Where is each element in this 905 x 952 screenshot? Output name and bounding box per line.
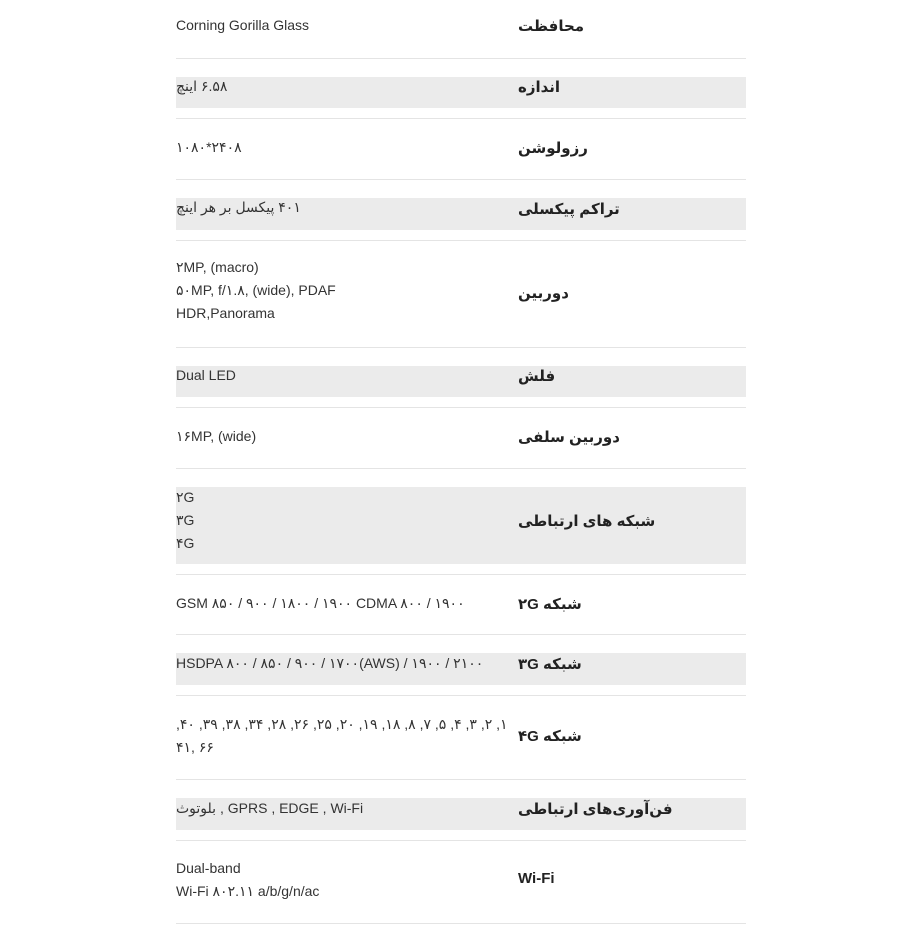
spec-value (176, 75, 227, 98)
spec-label: رزولوشن (518, 140, 588, 157)
spec-row-networks (176, 469, 746, 575)
spec-row-connectivity (176, 780, 746, 841)
spec-value-line: ۲G (176, 489, 195, 505)
spec-row-flash (176, 348, 746, 408)
spec-row-resolution (176, 119, 746, 180)
spec-row-4g (176, 696, 746, 780)
spec-value (176, 652, 516, 675)
spec-value-line: ۱۰۸۰*۲۴۰۸ (176, 139, 242, 155)
spec-label: محافظت (518, 18, 585, 35)
spec-table (176, 0, 746, 924)
spec-value-line: GPRS , EDGE , Wi-Fi , بلوتوث (176, 800, 364, 816)
spec-value-line: Wi-Fi ۸۰۲.۱۱ a/b/g/n/ac (176, 883, 320, 899)
spec-value-line: ۴G (176, 535, 195, 551)
spec-label: دوربین (518, 285, 569, 302)
spec-value-line: ۵۰MP, f/۱.۸, (wide), PDAF (176, 282, 336, 298)
spec-row-pixel-density (176, 180, 746, 241)
spec-value-line: Dual-band (176, 860, 241, 876)
spec-label: Wi-Fi (518, 870, 555, 887)
spec-row-camera (176, 241, 746, 348)
spec-value-line: HDR,Panorama (176, 305, 275, 321)
spec-value (176, 256, 516, 325)
spec-value (176, 196, 301, 219)
spec-value-line: ۱, ۲, ۳, ۴, ۵, ۷, ۸, ۱۸, ۱۹, ۲۰, ۲۵, ۲۶, ۲۸, ۳۴, ۳۸, ۳۹, ۴۰, (176, 716, 508, 732)
spec-value (176, 857, 516, 903)
spec-label: شبکه ۴G (518, 728, 582, 745)
spec-value-line: ۳G (176, 512, 195, 528)
spec-value (176, 486, 516, 555)
spec-value-line: ۱۶MP, (wide) (176, 428, 257, 444)
spec-value-line: ۴۱, ۶۶ (176, 739, 214, 755)
spec-row-protection (176, 0, 746, 59)
spec-value (176, 14, 516, 37)
spec-value-line: GSM ۸۵۰ / ۹۰۰ / ۱۸۰۰ / ۱۹۰۰ CDMA ۸۰۰ / ۱۹۰۰ (176, 595, 465, 611)
spec-row-wifi (176, 841, 746, 924)
spec-value (176, 797, 363, 820)
spec-value (176, 364, 516, 387)
spec-label: شبکه ۳G (518, 656, 582, 673)
spec-label: شبکه های ارتباطی (518, 513, 656, 530)
spec-value-line: Corning Gorilla Glass (176, 17, 310, 33)
spec-value-line: ۶.۵۸ اینچ (176, 78, 228, 94)
spec-value (176, 136, 516, 159)
spec-label: دوربین سلفی (518, 429, 620, 446)
spec-row-3g (176, 635, 746, 696)
spec-value-line: Dual LED (176, 367, 236, 383)
spec-value-line: ۴۰۱ پیکسل بر هر اینچ (176, 199, 301, 215)
spec-label: فن‌آوری‌های ارتباطی (518, 801, 673, 818)
spec-row-selfie-camera (176, 408, 746, 469)
spec-value (176, 592, 516, 615)
spec-label: اندازه (518, 79, 561, 96)
spec-label: تراکم پیکسلی (518, 201, 620, 218)
spec-row-size (176, 59, 746, 119)
spec-value-line: ۲MP, (macro) (176, 259, 259, 275)
spec-value-line: HSDPA ۸۰۰ / ۸۵۰ / ۹۰۰ / ۱۷۰۰(AWS) / ۱۹۰۰ / ۲۱۰۰ (176, 655, 484, 671)
spec-label: فلش (518, 368, 556, 385)
spec-label: شبکه ۲G (518, 596, 582, 613)
spec-value (176, 425, 516, 448)
spec-row-2g (176, 575, 746, 635)
spec-value (176, 713, 508, 759)
